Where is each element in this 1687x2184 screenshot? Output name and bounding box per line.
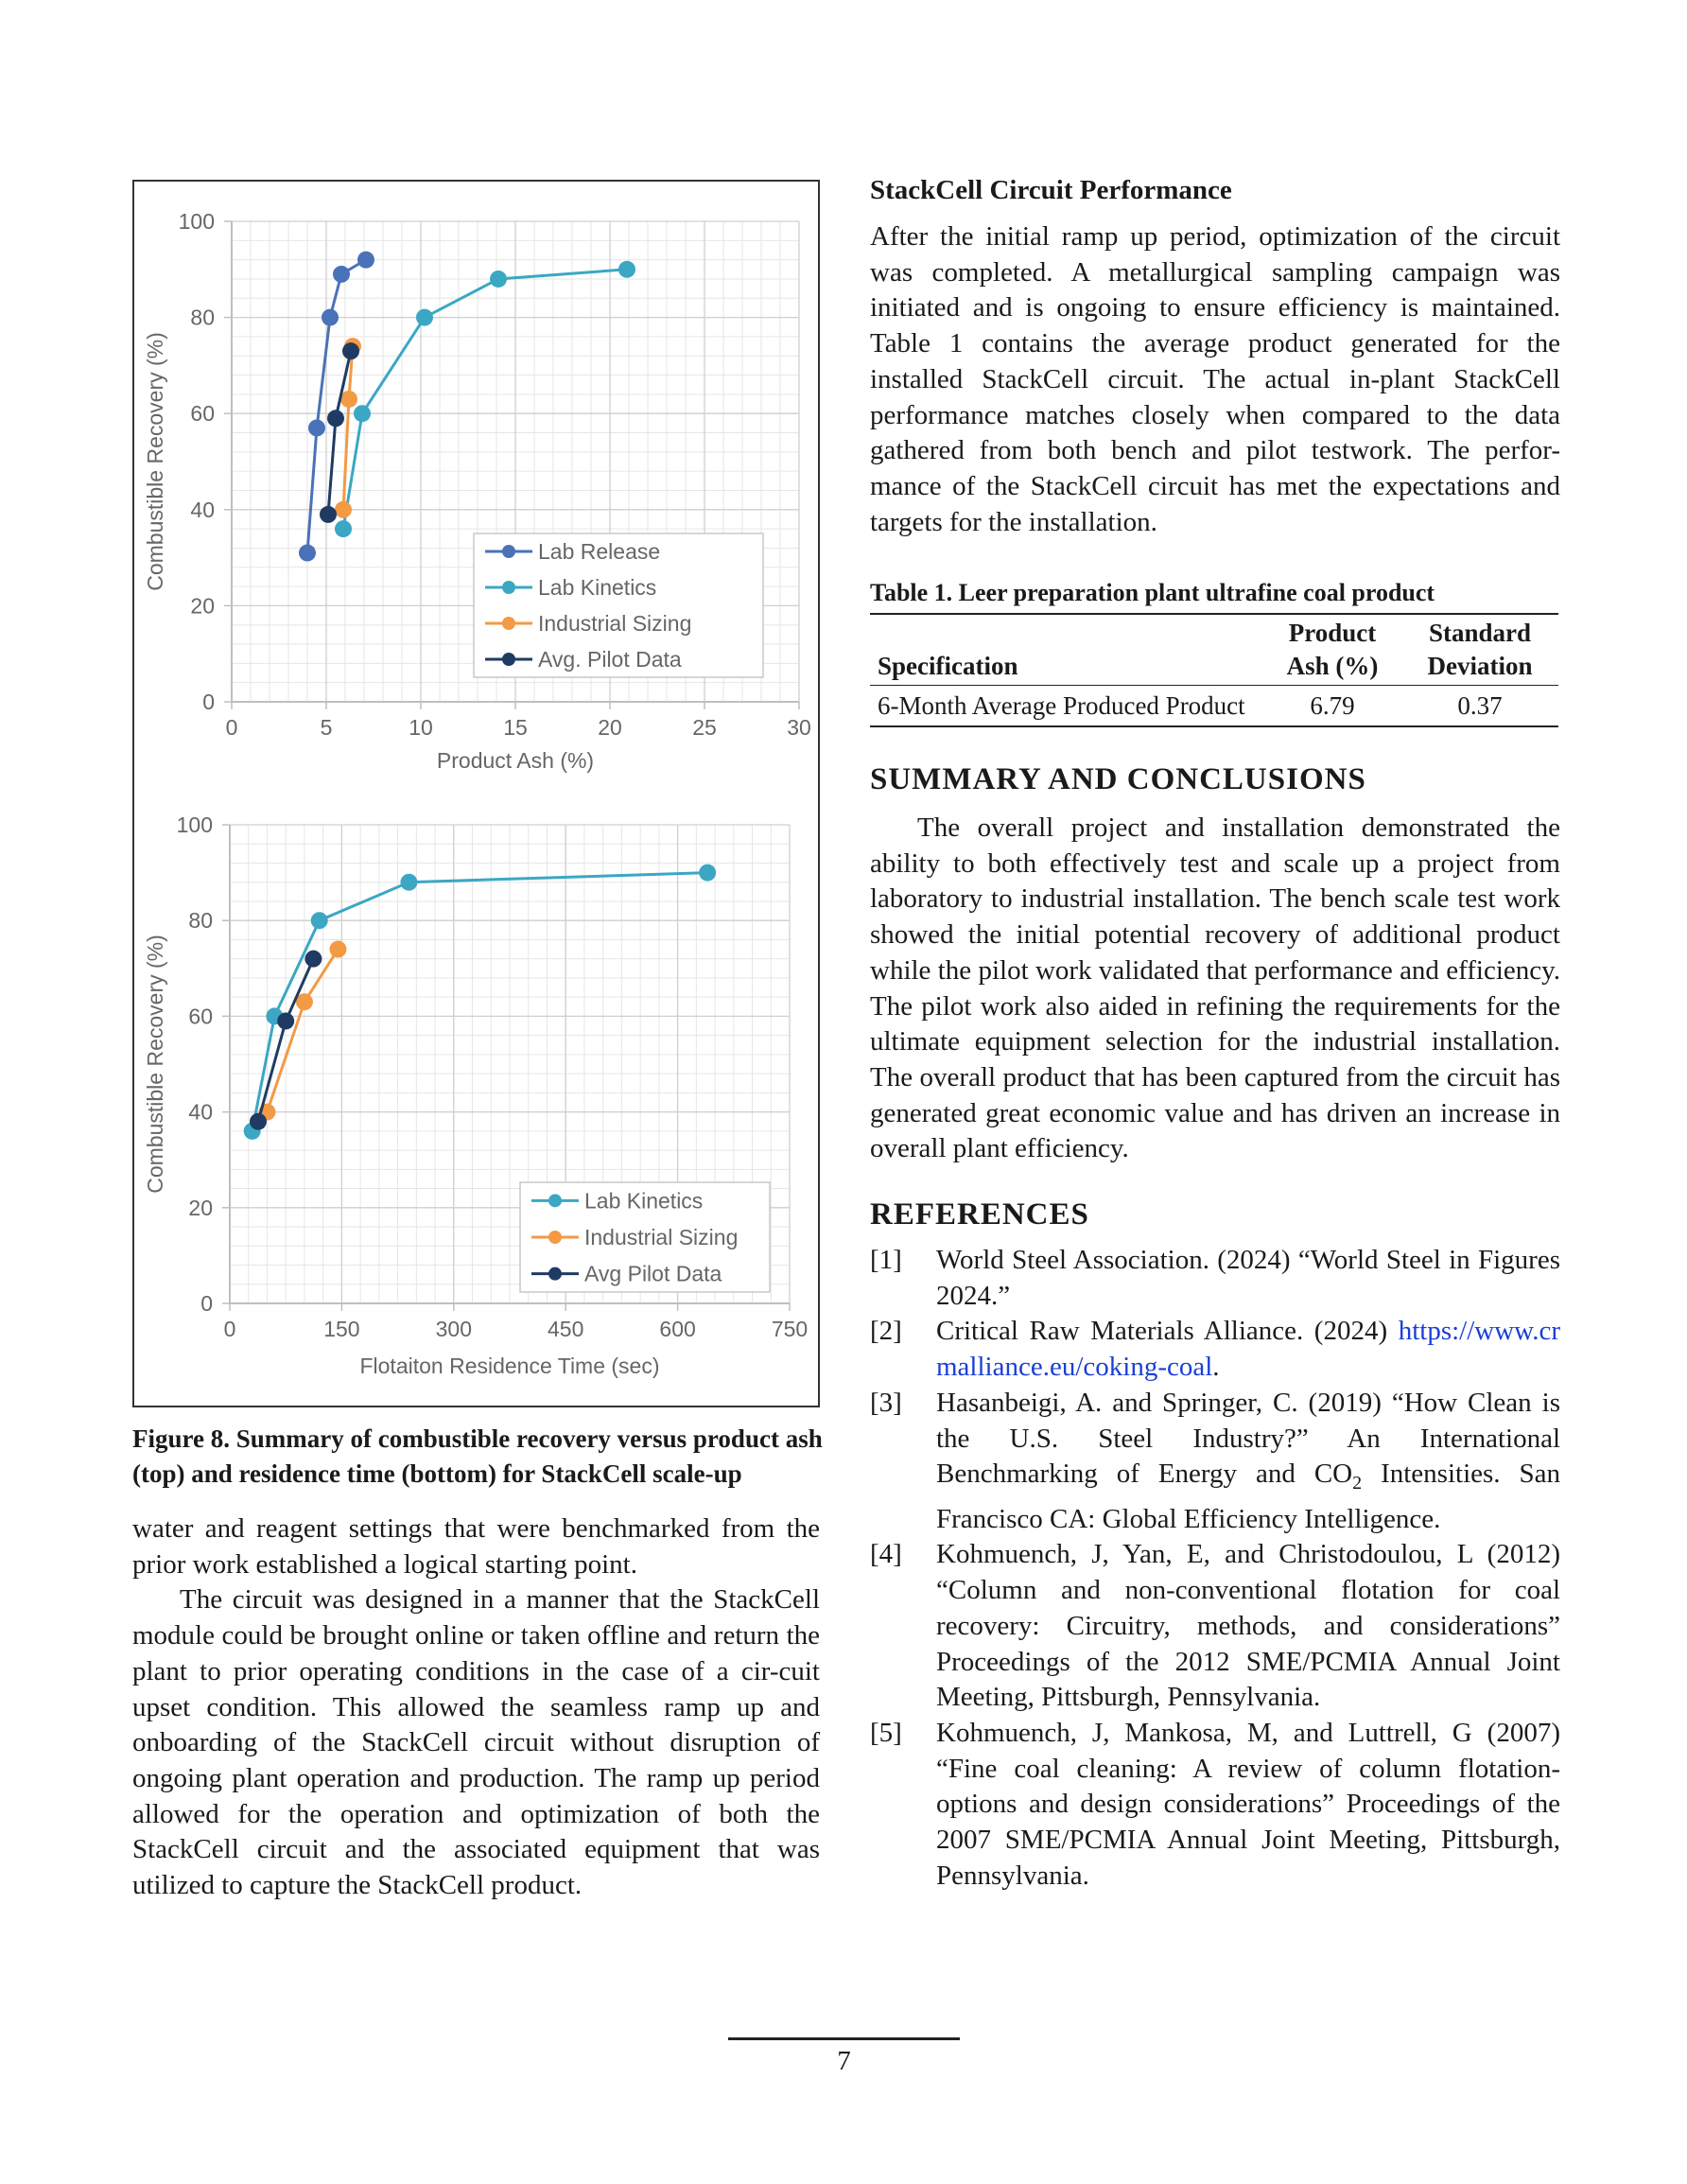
legend-label: Avg Pilot Data bbox=[584, 1261, 722, 1286]
y-tick-label: 20 bbox=[188, 1195, 213, 1220]
x-tick-label: 150 bbox=[323, 1317, 360, 1341]
data-point bbox=[333, 266, 350, 283]
figure-8-charts bbox=[134, 182, 818, 1406]
y-tick-label: 0 bbox=[200, 1291, 213, 1316]
table-cell-label: 6-Month Average Produced Product bbox=[878, 691, 1245, 720]
reference-item bbox=[870, 1386, 1560, 1538]
table-head-ash-line1: Product bbox=[1288, 619, 1377, 647]
table-head-deviation-line1: Standard bbox=[1428, 619, 1532, 647]
y-tick-label: 0 bbox=[202, 690, 215, 714]
reference-text: Kohmuench, J, Mankosa, M, and Luttrell, G (2007) “Fine coal cleaning: A review of column flotation-options and design considerations” Proceedings of the 2007 SME/PCMIA Annual Joint Meeting, Pittsburgh, Pennsylvania. bbox=[936, 1717, 1560, 1891]
data-point bbox=[335, 501, 352, 518]
legend-label: Lab Kinetics bbox=[584, 1188, 704, 1214]
x-tick-label: 30 bbox=[787, 715, 811, 740]
data-point bbox=[304, 951, 322, 968]
summary-heading: SUMMARY AND CONCLUSIONS bbox=[870, 762, 1366, 796]
series-line bbox=[252, 873, 707, 1131]
legend-label: Industrial Sizing bbox=[584, 1225, 739, 1249]
x-tick-label: 15 bbox=[503, 715, 528, 740]
performance-paragraph bbox=[870, 219, 1560, 540]
table-head-specification: Specification bbox=[878, 652, 1018, 680]
reference-text-part: Critical Raw Materials Alliance. (2024) bbox=[936, 1316, 1399, 1347]
data-point bbox=[320, 506, 337, 523]
legend-label: Lab Kinetics bbox=[538, 575, 657, 600]
performance-heading: StackCell Circuit Performance bbox=[870, 175, 1232, 205]
reference-text-part: Intensities. San Francisco CA: Global Efficiency Intelligence. bbox=[936, 1459, 1561, 1534]
y-tick-label: 100 bbox=[178, 209, 215, 234]
chart-1 bbox=[143, 209, 811, 773]
reference-text-part: Hasanbeigi, A. and Springer, C. (2019) “How Clean is the U.S. Steel Industry?” An International Benchmarking of Energy and CO bbox=[936, 1387, 1560, 1490]
data-point bbox=[329, 941, 346, 958]
data-point bbox=[400, 874, 417, 891]
x-tick-label: 25 bbox=[692, 715, 717, 740]
y-tick-label: 20 bbox=[190, 593, 215, 619]
y-tick-label: 100 bbox=[176, 812, 213, 837]
y-tick-label: 60 bbox=[190, 401, 215, 427]
reference-number: [2] bbox=[870, 1316, 902, 1347]
data-point bbox=[342, 342, 359, 359]
data-point bbox=[308, 419, 325, 436]
x-tick-label: 5 bbox=[320, 715, 333, 740]
y-tick-label: 80 bbox=[188, 908, 213, 934]
data-point bbox=[250, 1113, 267, 1130]
x-axis-title: Flotaiton Residence Time (sec) bbox=[359, 1354, 660, 1378]
y-axis-title: Combustible Recovery (%) bbox=[143, 332, 167, 591]
data-point bbox=[354, 405, 371, 422]
data-point bbox=[311, 912, 328, 929]
data-point bbox=[618, 261, 635, 278]
legend-marker bbox=[548, 1267, 562, 1281]
x-tick-label: 750 bbox=[771, 1317, 809, 1341]
y-tick-label: 40 bbox=[188, 1099, 213, 1125]
legend-marker bbox=[502, 617, 515, 630]
reference-subscript: 2 bbox=[1352, 1473, 1363, 1494]
data-point bbox=[296, 993, 313, 1010]
data-point bbox=[490, 271, 507, 288]
legend-label: Lab Release bbox=[538, 539, 661, 564]
page-number: 7 bbox=[837, 2046, 851, 2076]
left-paragraph-2: The circuit was designed in a manner that the StackCell module could be brought online or taken offline and return the plant to prior operating conditions in the case of a cir-cuit upset condition. This allowed the seamless ramp up and onboarding of the StackCell circuit without disruption of ongoing plant operation and production. The ramp up period allowed for the operation and optimization of both the StackCell circuit and the associated equipment that was utilized to capture the StackCell product. bbox=[132, 1584, 820, 1901]
legend-label: Avg. Pilot Data bbox=[538, 647, 682, 672]
data-point bbox=[299, 545, 316, 562]
data-point bbox=[416, 309, 433, 326]
data-point bbox=[699, 865, 716, 882]
data-point bbox=[277, 1012, 294, 1029]
summary-text: The overall project and installation demonstrated the ability to both effectively test and scale up a project from laboratory to industrial installation. The bench scale test work showed the initial potential recovery of additional product while the pilot work validated that performance and efficiency. The pilot work also aided in refining the requirements for the ultimate equipment selection for the industrial installation. The overall product that has been captured from the circuit has generated great economic value and has driven an increase in overall plant efficiency. bbox=[870, 812, 1560, 1164]
series-line bbox=[343, 270, 627, 529]
reference-item bbox=[870, 1716, 1560, 1895]
spec-table bbox=[870, 613, 1558, 727]
x-tick-label: 0 bbox=[223, 1317, 236, 1341]
table-head-ash-line2: Ash (%) bbox=[1286, 652, 1379, 680]
table-title: Table 1. Leer preparation plant ultrafine coal product bbox=[870, 579, 1435, 606]
reference-item bbox=[870, 1314, 1560, 1385]
x-tick-label: 450 bbox=[548, 1317, 584, 1341]
x-tick-label: 10 bbox=[409, 715, 433, 740]
references-list bbox=[870, 1243, 1560, 1894]
x-tick-label: 0 bbox=[225, 715, 238, 740]
figure-caption: Figure 8. Summary of combustible recovery versus product ash (top) and residence time (bottom) for StackCell scale-up bbox=[132, 1424, 823, 1488]
performance-text: After the initial ramp up period, optimization of the circuit was completed. A metallurgical sampling campaign was initiated and is ongoing to ensure efficiency is maintained. Table 1 contains the average product generated for the installed StackCell circuit. The actual in-plant StackCell performance matches closely when compared to the data gathered from both bench and pilot testwork. The perfor-mance of the StackCell circuit has met the expectations and targets for the installation. bbox=[870, 221, 1560, 537]
reference-text: Kohmuench, J, Yan, E, and Christodoulou, L (2012) “Column and non-conventional flotation for coal recovery: Circuitry, methods, and considerations” Proceedings of the 2012 SME/PCMIA Annual Joint Meeting, Pittsburgh, Pennsylvania. bbox=[936, 1539, 1560, 1713]
reference-text: World Steel Association. (2024) “World Steel in Figures 2024.” bbox=[936, 1245, 1560, 1311]
series-line bbox=[267, 950, 338, 1112]
chart-2 bbox=[143, 812, 808, 1378]
reference-text bbox=[936, 1314, 1560, 1385]
reference-link[interactable]: https://www.crmalliance.eu/coking-coal bbox=[936, 1316, 1560, 1383]
footer-rule bbox=[728, 2037, 960, 2040]
left-column-text bbox=[132, 1511, 820, 1904]
table-row bbox=[870, 686, 1558, 727]
table-head-deviation-line2: Deviation bbox=[1427, 652, 1533, 680]
reference-number: [3] bbox=[870, 1387, 902, 1418]
x-tick-label: 300 bbox=[435, 1317, 472, 1341]
reference-number: [1] bbox=[870, 1245, 902, 1275]
legend-marker bbox=[502, 545, 515, 558]
data-point bbox=[322, 309, 339, 326]
data-point bbox=[340, 391, 357, 408]
legend-marker bbox=[548, 1231, 562, 1244]
legend-marker bbox=[548, 1194, 562, 1207]
table-cell-deviation: 0.37 bbox=[1457, 691, 1503, 720]
legend-label: Industrial Sizing bbox=[538, 611, 692, 636]
y-axis-title: Combustible Recovery (%) bbox=[143, 935, 167, 1194]
x-axis-title: Product Ash (%) bbox=[436, 748, 595, 773]
y-tick-label: 60 bbox=[188, 1004, 213, 1029]
reference-text bbox=[936, 1386, 1560, 1538]
data-point bbox=[357, 252, 374, 269]
legend-marker bbox=[502, 653, 515, 666]
x-tick-label: 600 bbox=[659, 1317, 696, 1341]
y-tick-label: 80 bbox=[190, 305, 215, 330]
table-cell-ash: 6.79 bbox=[1310, 691, 1355, 720]
legend-marker bbox=[502, 581, 515, 594]
x-tick-label: 20 bbox=[598, 715, 622, 740]
reference-item bbox=[870, 1243, 1560, 1314]
reference-text-part: . bbox=[1212, 1352, 1220, 1383]
reference-item bbox=[870, 1537, 1560, 1716]
table-head-ash bbox=[1263, 614, 1401, 686]
left-paragraph-1: water and reagent settings that were benchmarked from the prior work established a logical starting point. bbox=[132, 1513, 820, 1580]
y-tick-label: 40 bbox=[190, 497, 215, 522]
references-heading: REFERENCES bbox=[870, 1197, 1089, 1232]
data-point bbox=[327, 410, 344, 427]
reference-number: [4] bbox=[870, 1539, 902, 1570]
reference-number: [5] bbox=[870, 1717, 902, 1748]
summary-paragraph bbox=[870, 811, 1560, 1167]
figure-frame bbox=[132, 180, 820, 1407]
data-point bbox=[335, 520, 352, 537]
table-head-deviation bbox=[1401, 614, 1558, 686]
